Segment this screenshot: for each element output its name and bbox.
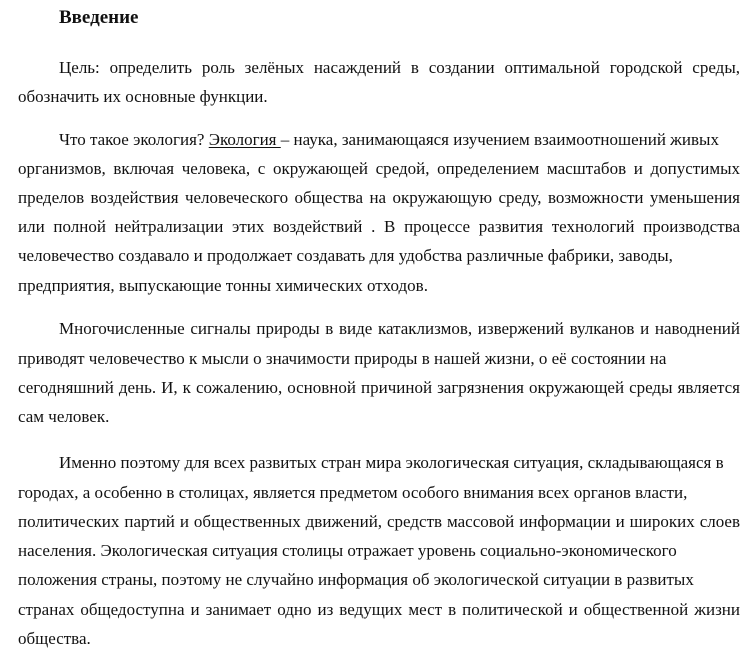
paragraph-2-line-6: предприятия, выпускающие тонны химических отходов. [18,276,428,295]
paragraph-3-line-2: приводят человечество к мысли о значимости природы в нашей жизни, о её состоянии на [18,349,667,368]
paragraph-2-line-5: человечество создавало и продолжает создавать для удобства различные фабрики, заводы, [18,246,673,265]
page-title: Введение [59,7,139,28]
paragraph-2-line-3: пределов воздействия человеческого общества на окружающую среду, возможности уменьшения [18,188,740,207]
paragraph-2-line-1 [59,129,719,151]
paragraph-1-line-2: обозначить их основные функции. [18,87,268,106]
definition-text: – наука, занимающаяся изучением взаимоотношений живых [280,130,719,149]
paragraph-4-line-3: политических партий и общественных движений, средств массовой информации и широких слоев [18,512,740,531]
term-ekologiya: Экология [208,130,281,149]
paragraph-2-line-4: или полной нейтрализации этих воздействий . В процессе развития технологий производства [18,217,740,236]
paragraph-4-line-5: положения страны, поэтому не случайно информация об экологической ситуации в развитых [18,570,694,589]
paragraph-3-line-3: сегодняшний день. И, к сожалению, основной причиной загрязнения окружающей среды является [18,378,740,397]
paragraph-3-line-4: сам человек. [18,407,110,426]
question-text: Что такое экология? [59,130,209,149]
paragraph-4-line-6: странах общедоступна и занимает одно из ведущих мест в политической и общественной жизни [18,600,740,619]
paragraph-3-line-1: Многочисленные сигналы природы в виде катаклизмов, извержений вулканов и наводнений [59,319,740,338]
paragraph-4-line-7: общества. [18,629,91,648]
paragraph-4-line-4: населения. Экологическая ситуация столицы отражает уровень социально-экономического [18,541,677,560]
paragraph-1-line-1: Цель: определить роль зелёных насаждений в создании оптимальной городской среды, [59,58,740,77]
paragraph-4-line-1: Именно поэтому для всех развитых стран мира экологическая ситуация, складывающаяся в [59,453,724,472]
paragraph-4-line-2: городах, а особенно в столицах, является предметом особого внимания всех органов власти, [18,483,688,502]
paragraph-2-line-2: организмов, включая человека, с окружающей средой, определением масштабов и допустимых [18,159,740,178]
